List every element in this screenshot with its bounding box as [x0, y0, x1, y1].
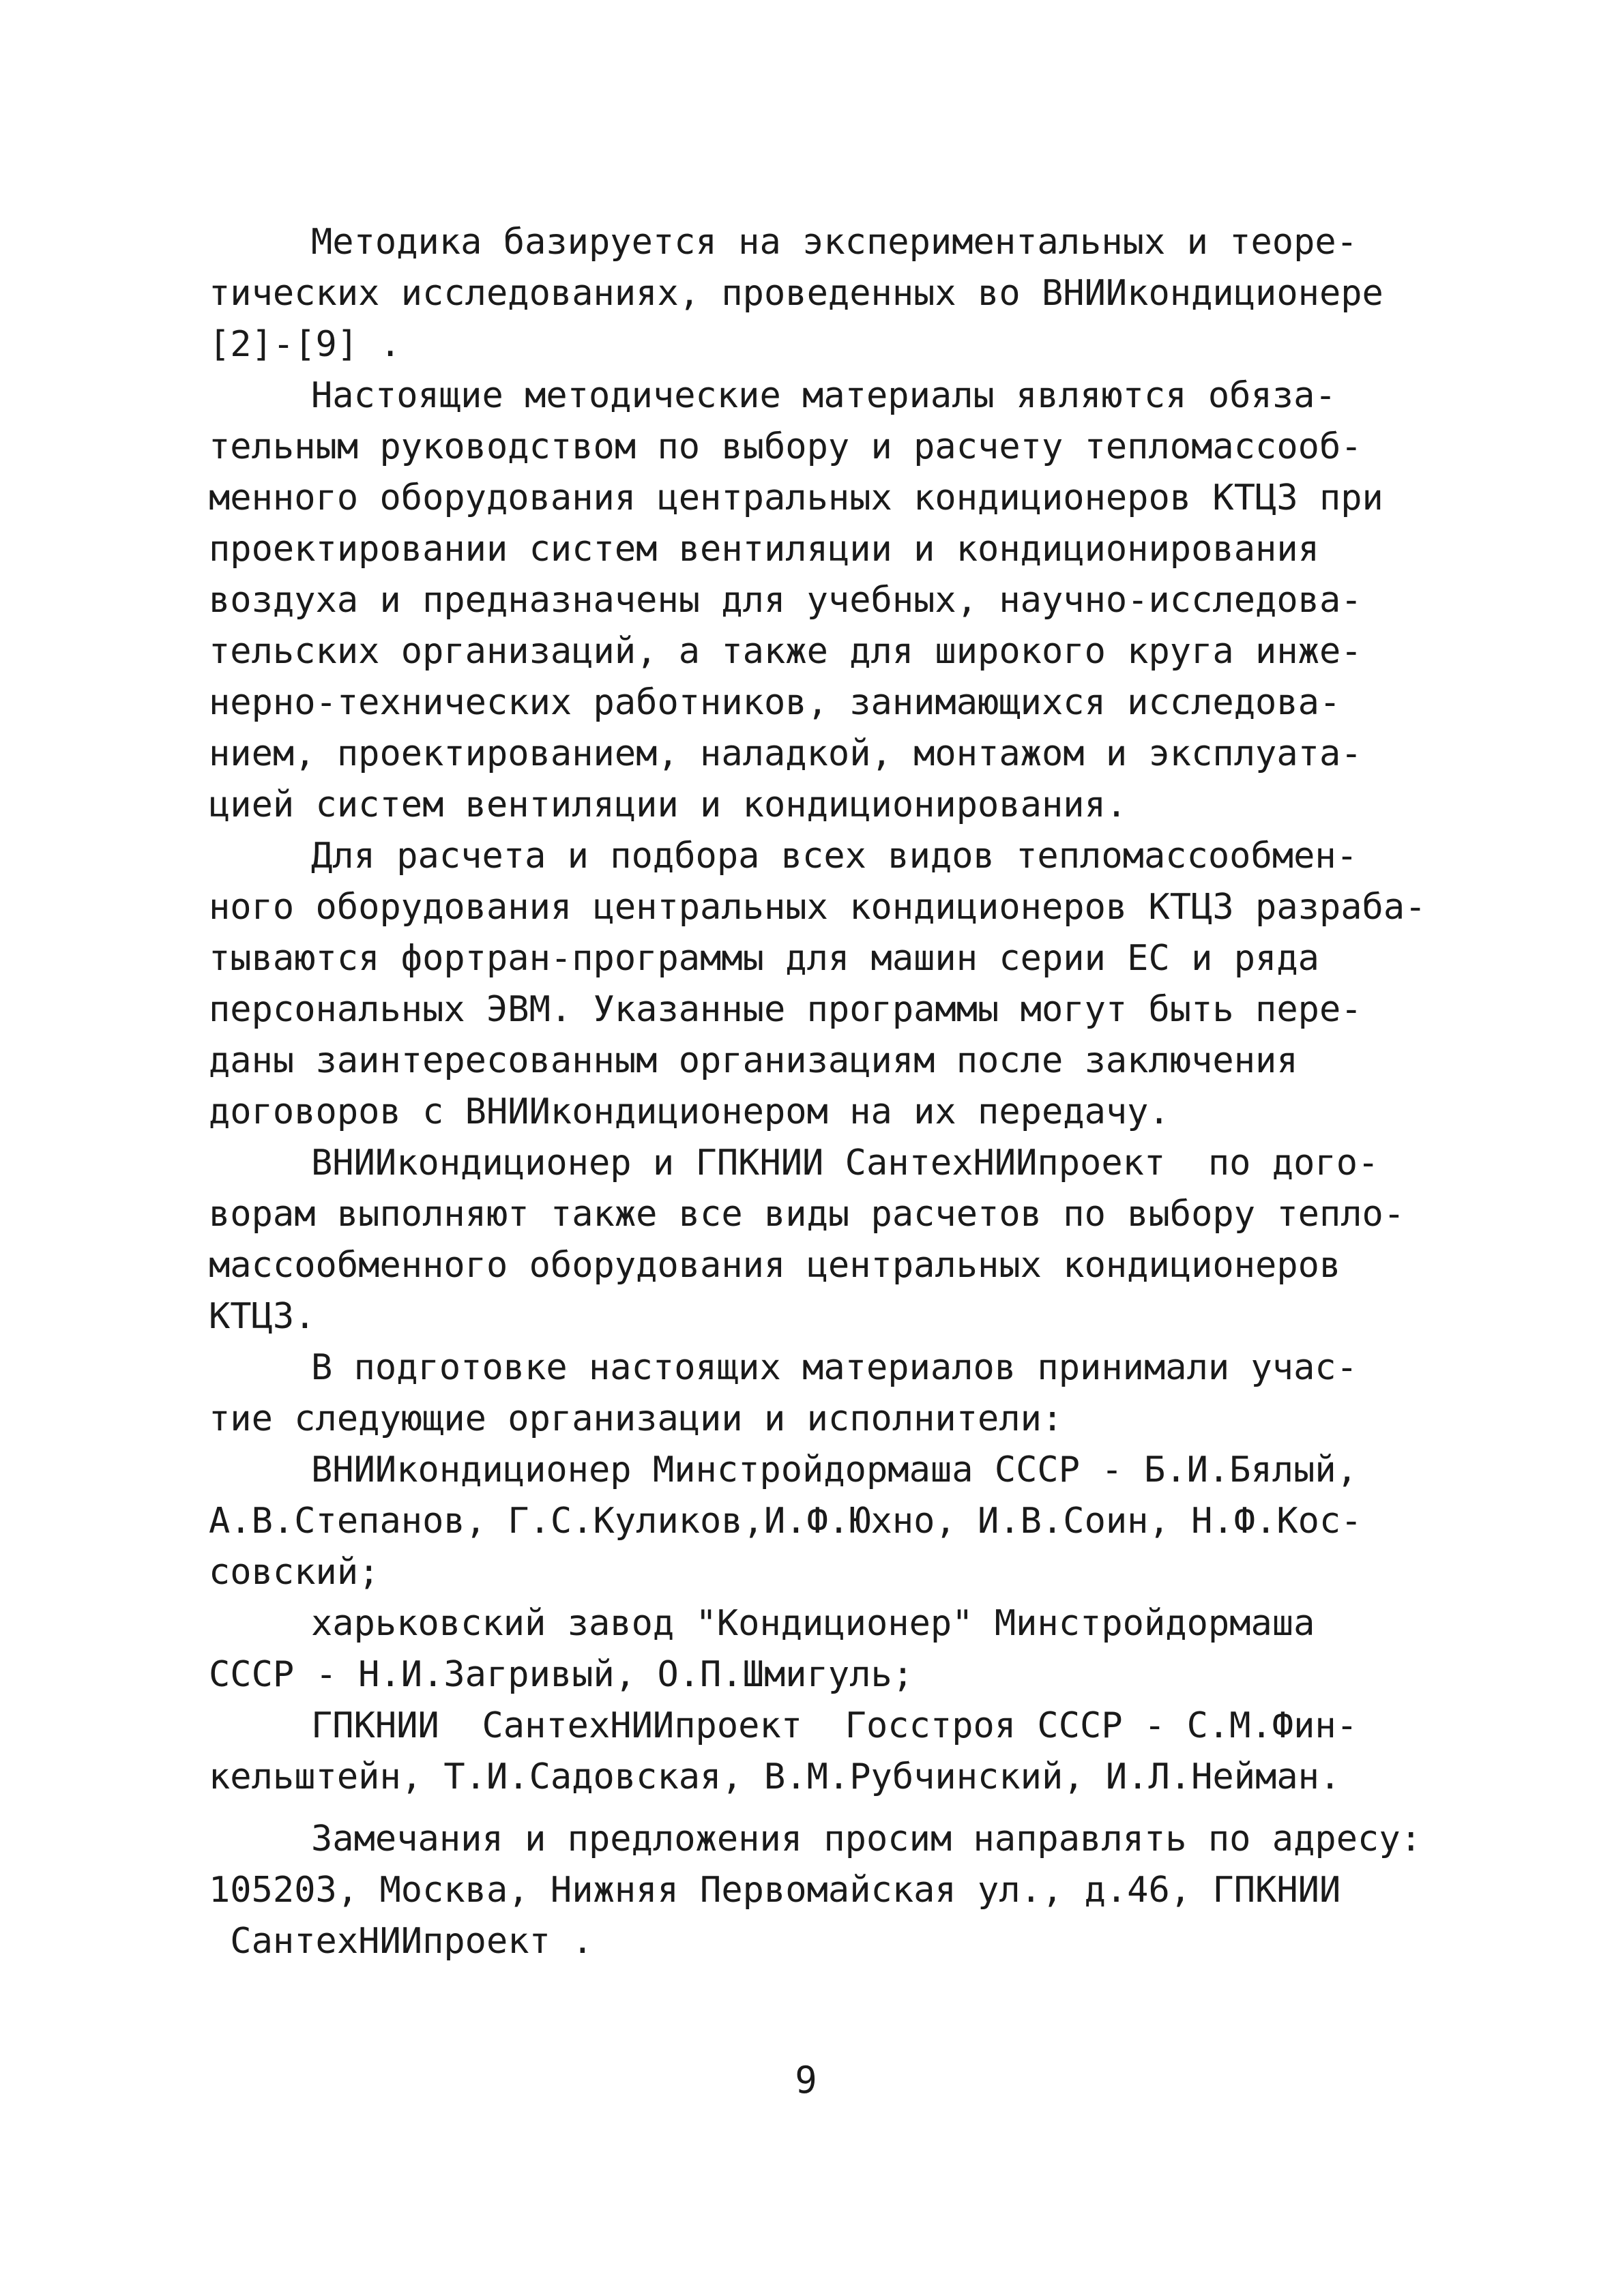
- text-line: А.В.Степанов, Г.С.Куликов,И.Ф.Юхно, И.В.Соин, Н.Ф.Кос-: [209, 1501, 1362, 1542]
- text-line: тельным руководством по выбору и расчету тепломассооб-: [209, 426, 1362, 467]
- text-line: цией систем вентиляции и кондиционирования.: [209, 784, 1128, 825]
- text-line: менного оборудования центральных кондиционеров КТЦЗ при: [209, 477, 1383, 518]
- paragraph-participants-gpkanii: [209, 1701, 1409, 1803]
- text-line: ВНИИкондиционер Минстройдормаша СССР - Б.И.Бялый,: [311, 1449, 1358, 1490]
- text-line: договоров с ВНИИкондиционером на их передачу.: [209, 1091, 1170, 1132]
- text-line: тие следующие организации и исполнители:: [209, 1398, 1064, 1439]
- text-line: В подготовке настоящих материалов принимали учас-: [311, 1347, 1358, 1388]
- paragraph-participants-kharkov: [209, 1598, 1409, 1701]
- text-line: Методика базируется на экспериментальных и теоре-: [311, 222, 1358, 263]
- text-line: тельских организаций, а также для широкого круга инже-: [209, 631, 1362, 672]
- text-line: проектировании систем вентиляции и кондиционирования: [209, 529, 1319, 570]
- text-line: Настоящие методические материалы являются обяза-: [311, 375, 1336, 416]
- paragraph-address: [209, 1814, 1422, 1967]
- text-line: Для расчета и подбора всех видов тепломассообмен-: [311, 836, 1358, 877]
- text-line: нерно-технических работников, занимающихся исследова-: [209, 682, 1341, 723]
- text-line: СантехНИИпроект .: [209, 1921, 593, 1962]
- text-line: КТЦЗ.: [209, 1296, 316, 1337]
- text-line: ного оборудования центральных кондиционеров КТЦЗ разраба-: [209, 887, 1426, 928]
- text-line: Замечания и предложения просим направлять по адресу:: [311, 1819, 1422, 1859]
- paragraph-programs: [209, 831, 1426, 1138]
- paragraph-participants-intro: [209, 1342, 1409, 1445]
- text-line: кельштейн, Т.И.Садовская, В.М.Рубчинский, И.Л.Нейман.: [209, 1756, 1341, 1797]
- text-line: нием, проектированием, наладкой, монтажом и эксплуата-: [209, 733, 1362, 774]
- paragraph-purpose: [209, 370, 1409, 831]
- text-line: ВНИИкондиционер и ГПКНИИ СантехНИИпроект по дого-: [311, 1143, 1379, 1183]
- text-line: персональных ЭВМ. Указанные программы могут быть пере-: [209, 989, 1362, 1030]
- paragraph-participants-vnii: [209, 1445, 1409, 1598]
- paragraph-contracts: [209, 1138, 1409, 1342]
- text-line: [2]-[9] .: [209, 324, 401, 365]
- text-line: даны заинтересованным организациям после заключения: [209, 1040, 1298, 1081]
- body-text: [209, 217, 1426, 1967]
- text-line: харьковский завод "Кондиционер" Минстройдормаша: [311, 1603, 1315, 1644]
- text-line: ворам выполняют также все виды расчетов по выбору тепло-: [209, 1194, 1405, 1235]
- text-line: 105203, Москва, Нижняя Первомайская ул., д.46, ГПКНИИ: [209, 1870, 1341, 1911]
- page-number: 9: [795, 2059, 817, 2102]
- text-line: тываются фортран-программы для машин серии ЕС и ряда: [209, 938, 1319, 979]
- text-line: СССР - Н.И.Загривый, О.П.Шмигуль;: [209, 1654, 914, 1695]
- text-line: массообменного оборудования центральных кондиционеров: [209, 1245, 1341, 1286]
- text-line: тических исследованиях, проведенных во ВНИИкондиционере: [209, 273, 1383, 314]
- text-line: воздуха и предназначены для учебных, научно-исследова-: [209, 580, 1362, 621]
- text-line: совский;: [209, 1552, 380, 1593]
- text-line: ГПКНИИ СантехНИИпроект Госстроя СССР - С.М.Фин-: [311, 1705, 1358, 1746]
- paragraph-methodology-basis: [209, 217, 1409, 370]
